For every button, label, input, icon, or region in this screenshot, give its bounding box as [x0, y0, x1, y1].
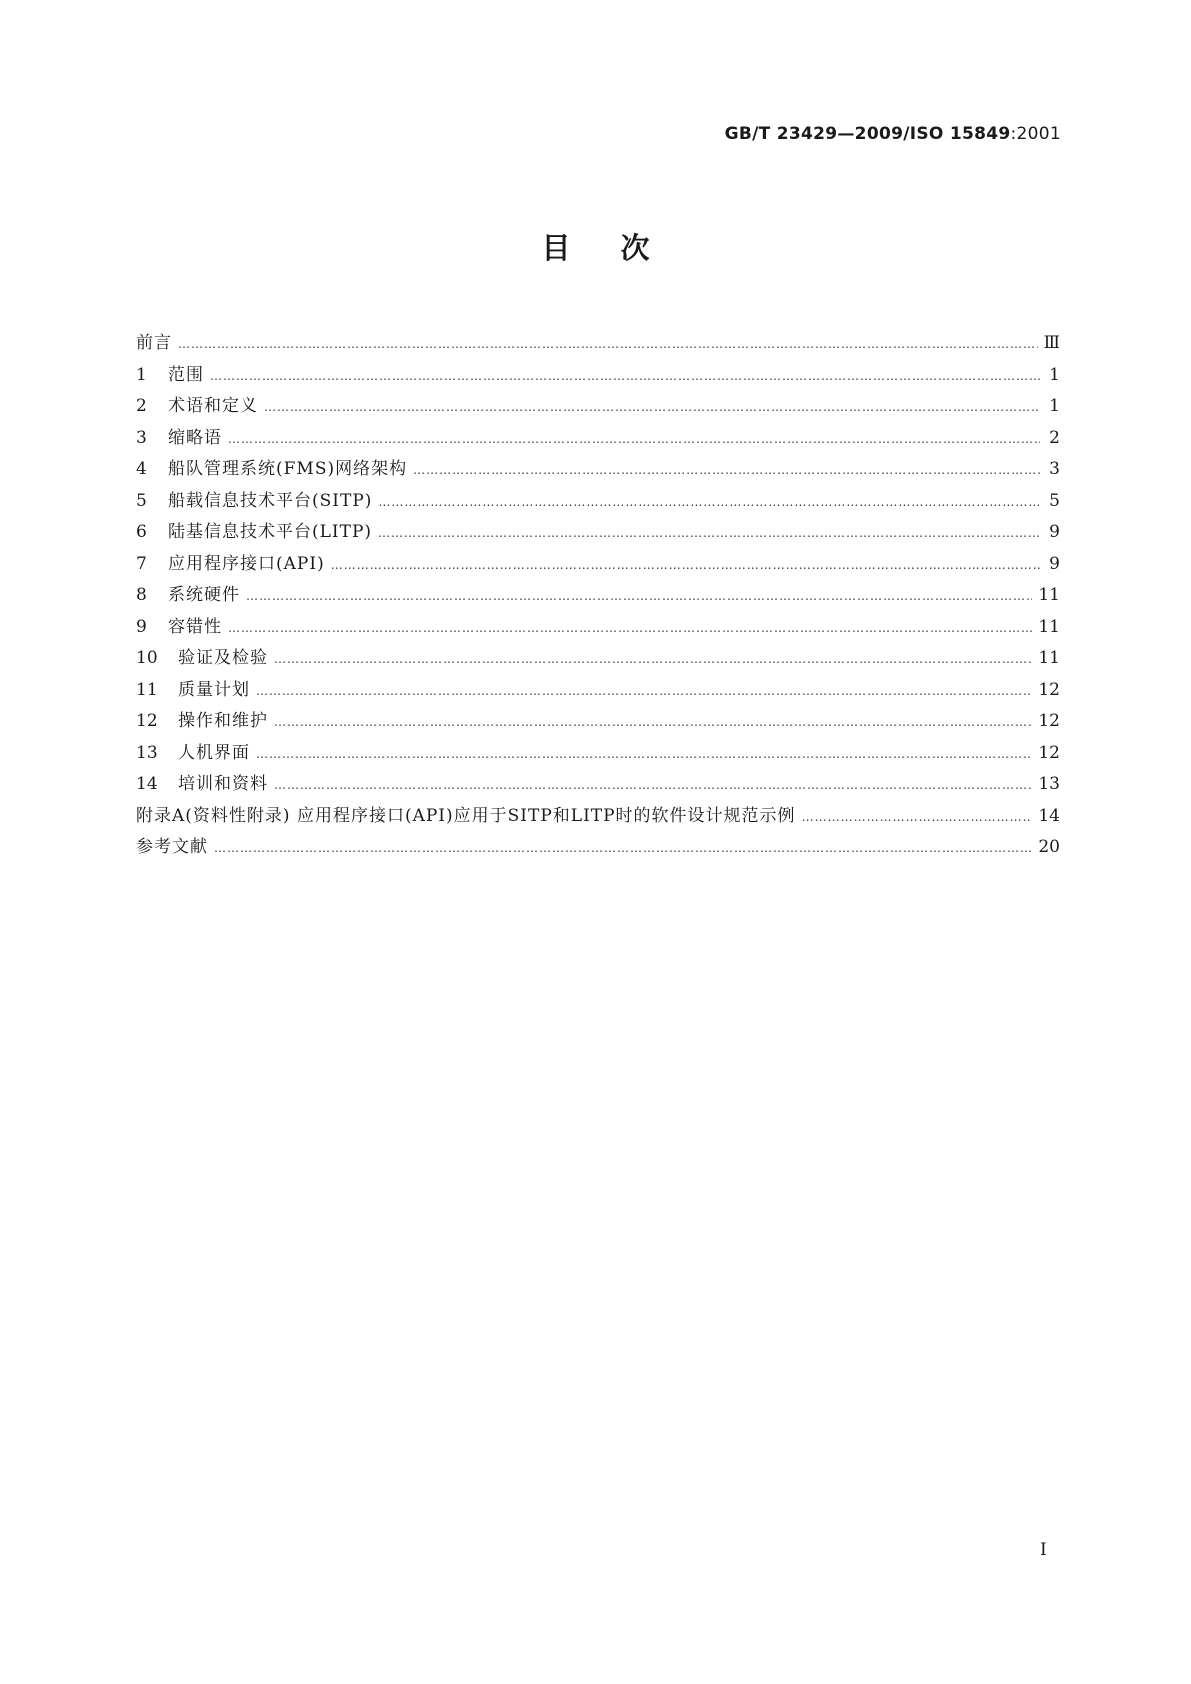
toc-entry-label: 陆基信息技术平台(LITP) [168, 522, 373, 542]
toc-entry-label: 人机界面 [178, 742, 250, 763]
toc-entry[interactable] [136, 328, 1060, 360]
toc-entry-number: 10 [136, 648, 158, 668]
toc-entry-number: 13 [136, 742, 158, 763]
toc-entry-number: 2 [136, 396, 147, 416]
toc-entry[interactable] [136, 832, 1060, 864]
toc-entry[interactable] [136, 360, 1060, 392]
toc-dot-leader [378, 518, 1040, 550]
toc-dot-leader [331, 550, 1040, 582]
standard-code-header [725, 124, 1061, 144]
toc-dot-leader [274, 644, 1032, 676]
toc-dot-leader [210, 361, 1040, 393]
toc-entry-label: 操作和维护 [178, 711, 268, 731]
toc-dot-leader [378, 487, 1040, 519]
toc-entry-label: 容错性 [168, 616, 222, 637]
toc-entry-number: 6 [136, 522, 147, 542]
toc-dot-leader [274, 707, 1032, 739]
toc-entry-page: 2 [1049, 427, 1060, 448]
toc-entry-label: 船队管理系统(FMS)网络架构 [168, 459, 408, 479]
toc-entry[interactable] [136, 769, 1060, 801]
toc-entry-number: 9 [136, 616, 147, 637]
toc-entry-label: 应用程序接口(API) [168, 553, 325, 574]
toc-entry-page: 12 [1038, 711, 1060, 731]
standard-year: :2001 [1010, 124, 1061, 144]
toc-entry-label: 术语和定义 [168, 396, 258, 416]
toc-dot-leader [228, 424, 1040, 456]
toc-entry-number: 14 [136, 774, 158, 794]
toc-entry-label: 验证及检验 [178, 648, 268, 668]
toc-entry[interactable] [136, 801, 1060, 833]
toc-entry[interactable] [136, 706, 1060, 738]
toc-entry-label: 前言 [136, 333, 172, 353]
toc-entry-page: 5 [1049, 490, 1060, 511]
toc-entry-label: 缩略语 [168, 427, 222, 448]
toc-entry[interactable] [136, 580, 1060, 612]
toc-entry[interactable] [136, 486, 1060, 518]
toc-entry-label: 范围 [168, 364, 204, 385]
toc-entry[interactable] [136, 391, 1060, 423]
toc-dot-leader [246, 581, 1032, 613]
toc-entry-number: 5 [136, 490, 147, 511]
table-of-contents [136, 328, 1060, 864]
toc-entry-page: 11 [1038, 648, 1060, 668]
page-number: Ⅰ [1040, 1540, 1047, 1560]
toc-entry-page: 20 [1038, 837, 1060, 857]
toc-entry-label: 附录A(资料性附录) 应用程序接口(API)应用于SITP和LITP时的软件设计规范示例 [136, 805, 796, 826]
toc-dot-leader [228, 613, 1032, 645]
toc-entry[interactable] [136, 675, 1060, 707]
toc-dot-leader [802, 802, 1033, 834]
toc-entry-page: 13 [1038, 774, 1060, 794]
toc-entry-number: 12 [136, 711, 158, 731]
toc-entry-page: 11 [1038, 616, 1060, 637]
toc-entry-label: 船载信息技术平台(SITP) [168, 490, 373, 511]
toc-entry-page: 11 [1038, 585, 1060, 605]
toc-entry-number: 8 [136, 585, 147, 605]
toc-entry-number: 7 [136, 553, 147, 574]
toc-entry-page: 12 [1038, 679, 1060, 700]
toc-entry-label: 系统硬件 [168, 585, 240, 605]
toc-dot-leader [214, 833, 1032, 865]
toc-entry-number: 3 [136, 427, 147, 448]
toc-entry[interactable] [136, 517, 1060, 549]
toc-entry-number: 11 [136, 679, 158, 700]
toc-entry-page: 12 [1038, 742, 1060, 763]
toc-entry-label: 参考文献 [136, 837, 208, 857]
toc-entry-page: Ⅲ [1043, 333, 1060, 353]
toc-entry[interactable] [136, 643, 1060, 675]
toc-dot-leader [256, 676, 1032, 708]
toc-entry-number: 1 [136, 364, 147, 385]
toc-entry-label: 质量计划 [178, 679, 250, 700]
toc-entry-page: 1 [1049, 396, 1060, 416]
toc-entry-page: 3 [1049, 459, 1060, 479]
toc-entry[interactable] [136, 612, 1060, 644]
toc-dot-leader [264, 392, 1040, 424]
toc-dot-leader [274, 770, 1032, 802]
toc-dot-leader [413, 455, 1040, 487]
toc-entry-number: 4 [136, 459, 147, 479]
page-title: 目次 [541, 231, 700, 265]
toc-entry[interactable] [136, 423, 1060, 455]
toc-entry-page: 9 [1049, 522, 1060, 542]
toc-entry[interactable] [136, 738, 1060, 770]
toc-entry[interactable] [136, 549, 1060, 581]
toc-entry-page: 1 [1049, 364, 1060, 385]
toc-entry[interactable] [136, 454, 1060, 486]
toc-entry-page: 9 [1049, 553, 1060, 574]
toc-dot-leader [256, 739, 1032, 771]
toc-dot-leader [178, 329, 1038, 361]
toc-entry-page: 14 [1038, 805, 1060, 826]
standard-code: GB/T 23429—2009/ISO 15849 [724, 124, 1011, 144]
toc-entry-label: 培训和资料 [178, 774, 268, 794]
